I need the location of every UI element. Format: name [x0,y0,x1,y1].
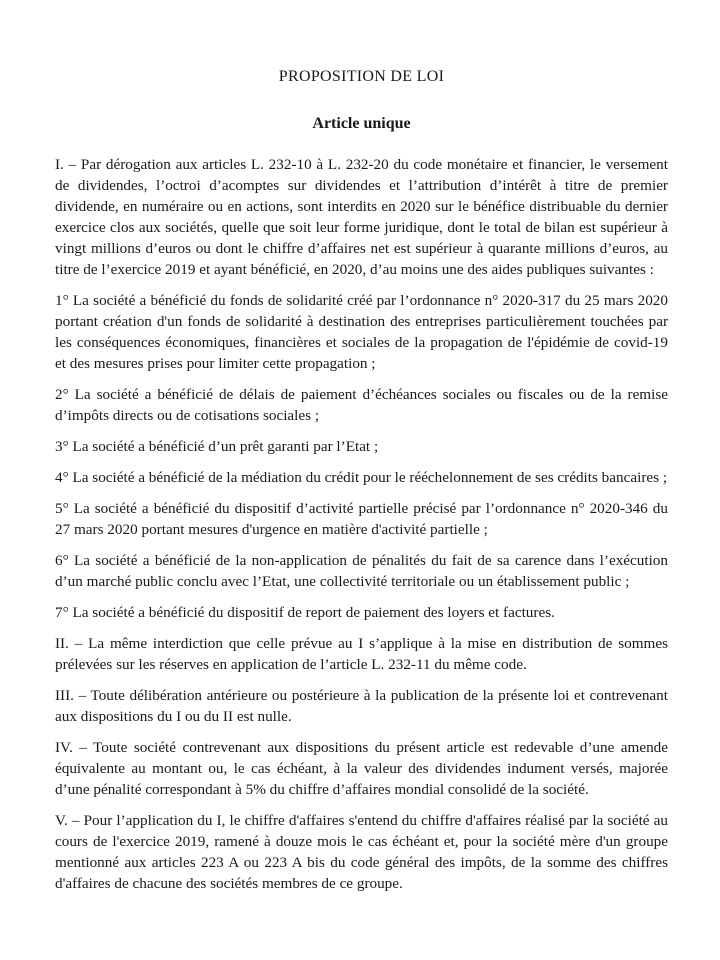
paragraph: 1° La société a bénéficié du fonds de solidarité créé par l’ordonnance n° 2020-317 du 25 mars 2020 portant création d'un fonds de solidarité à destination des entreprises particulièrement touchées par les conséquences économiques, financières et sociales de la propagation de l'épidémie de covid-19 et des mesures prises pour limiter cette propagation ; [55,292,668,372]
document-title: PROPOSITION DE LOI [278,68,445,85]
paragraph: 2° La société a bénéficié de délais de paiement d’échéances sociales ou fiscales ou de la remise d’impôts directs ou de cotisations sociales ; [55,386,668,424]
paragraph: III. – Toute délibération antérieure ou postérieure à la publication de la présente loi et contrevenant aux dispositions du I ou du II est nulle. [55,687,668,725]
paragraph: 6° La société a bénéficié de la non-application de pénalités du fait de sa carence dans l’exécution d’un marché public conclu avec l’Etat, une collectivité territoriale ou un établissement public ; [55,552,668,590]
paragraph: 7° La société a bénéficié du dispositif de report de paiement des loyers et factures. [55,604,555,621]
paragraph: 3° La société a bénéficié d’un prêt garanti par l’Etat ; [55,438,379,455]
paragraph: 5° La société a bénéficié du dispositif d’activité partielle précisé par l’ordonnance n° 2020-346 du 27 mars 2020 portant mesures d'urgence en matière d'activité partielle ; [55,500,668,538]
article-heading: Article unique [312,115,411,132]
paragraph: II. – La même interdiction que celle prévue au I s’applique à la mise en distribution de sommes prélevées sur les réserves en application de l’article L. 232-11 du même code. [55,635,668,673]
paragraph: I. – Par dérogation aux articles L. 232-10 à L. 232-20 du code monétaire et financier, le versement de dividendes, l’octroi d’acomptes sur dividendes et l’attribution d’intérêt à titre de premier dividende, en numéraire ou en actions, sont interdits en 2020 sur le bénéfice distribuable du dernier exercice clos aux sociétés, quelle que soit leur forme juridique, dont le total de bilan est supérieur à vingt millions d’euros ou dont le chiffre d’affaires net est supérieur à quarante millions d’euros, au titre de l’exercice 2019 et ayant bénéficié, en 2020, d’au moins une des aides publiques suivantes : [55,156,668,278]
paragraph: V. – Pour l’application du I, le chiffre d'affaires s'entend du chiffre d'affaires réalisé par la société au cours de l'exercice 2019, ramené à douze mois le cas échéant et, pour la société mère d'un groupe mentionné aux articles 223 A ou 223 A bis du code général des impôts, de la somme des chiffres d'affaires de chacune des sociétés membres de ce groupe. [55,812,668,892]
paragraph: IV. – Toute société contrevenant aux dispositions du présent article est redevable d’une amende équivalente au montant ou, le cas échéant, à la valeur des dividendes indument versés, majorée d’une pénalité correspondant à 5% du chiffre d’affaires mondial consolidé de la société. [55,739,668,798]
document-body [55,154,668,894]
paragraph: 4° La société a bénéficié de la médiation du crédit pour le rééchelonnement de ses crédits bancaires ; [55,469,668,486]
